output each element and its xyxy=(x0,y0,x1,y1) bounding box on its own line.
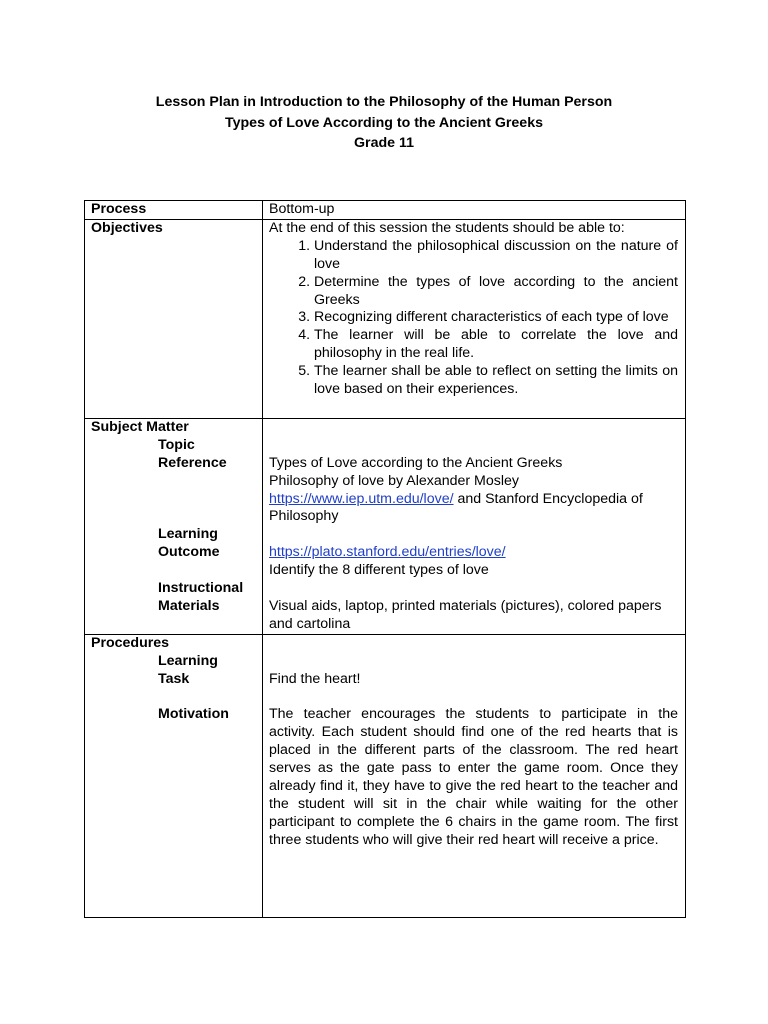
process-value: Bottom-up xyxy=(263,201,686,220)
topic-label: Topic xyxy=(158,436,195,453)
materials-label: Materials xyxy=(158,597,220,614)
objectives-label: Objectives xyxy=(85,219,263,418)
subject-matter-labels xyxy=(85,418,263,634)
row-procedures xyxy=(85,634,686,917)
title-line-2: Types of Love According to the Ancient Greeks xyxy=(225,114,543,131)
objectives-intro: At the end of this session the students should be able to: xyxy=(269,219,625,236)
stanford-link[interactable]: https://plato.stanford.edu/entries/love/ xyxy=(269,544,506,561)
reference-line-3: Philosophy xyxy=(269,508,339,525)
task-label: Task xyxy=(158,670,190,687)
motivation-label: Motivation xyxy=(158,706,229,723)
reference-line-1: Philosophy of love by Alexander Mosley xyxy=(269,472,519,489)
reference-line-2 xyxy=(269,491,678,509)
motivation-value: The teacher encourages the students to participate in the activity. Each student should find one of the red hearts that is placed in the different parts of the classroom. The red heart serves as the gate pass to enter the game room. Once they already find it, they have to give the red heart to the teacher and the student will sit in the chair while waiting for the other participant to complete the 6 chairs in the game room. The first three students who will give their red heart will receive a price. xyxy=(269,706,678,848)
iep-link[interactable]: https://www.iep.utm.edu/love/ xyxy=(269,490,454,507)
row-objectives xyxy=(85,219,686,418)
title-line-1: Lesson Plan in Introduction to the Philosophy of the Human Person xyxy=(155,94,613,110)
objectives-list xyxy=(269,238,678,399)
reference-label: Reference xyxy=(158,454,227,471)
reference-line-4 xyxy=(269,544,678,562)
learning-label: Learning xyxy=(158,526,218,543)
row-process xyxy=(85,201,686,220)
procedures-label: Procedures xyxy=(91,634,170,651)
subject-matter-values xyxy=(263,418,686,634)
procedures-labels xyxy=(85,634,263,917)
objective-item-2: 2. Determine the types of love according to the ancient Greeks xyxy=(314,274,678,310)
row-subject-matter xyxy=(85,418,686,634)
lesson-plan-table xyxy=(84,200,686,918)
procedures-learning-label: Learning xyxy=(158,652,218,669)
instructional-label: Instructional xyxy=(158,580,244,596)
subject-matter-label: Subject Matter xyxy=(91,418,189,435)
objective-item-3: 3. Recognizing different characteristics of each type of love xyxy=(314,309,678,327)
materials-value: Visual aids, laptop, printed materials (pictures), colored papers and cartolina xyxy=(269,597,662,632)
procedures-values xyxy=(263,634,686,917)
outcome-label: Outcome xyxy=(158,544,220,561)
title-line-3: Grade 11 xyxy=(354,135,414,151)
objective-item-4: 4. The learner will be able to correlate the love and philosophy in the real life. xyxy=(314,327,678,363)
topic-value: Types of Love according to the Ancient Greeks xyxy=(269,454,563,471)
reference-after-link: and Stanford Encyclopedia of xyxy=(453,490,643,507)
objectives-cell xyxy=(263,219,686,418)
document-title xyxy=(0,92,768,154)
process-label: Process xyxy=(85,201,263,220)
outcome-value: Identify the 8 different types of love xyxy=(269,562,489,579)
objective-item-5: 5. The learner shall be able to reflect on setting the limits on love based on their experiences. xyxy=(314,363,678,399)
task-value: Find the heart! xyxy=(269,670,361,687)
objective-item-1: 1. Understand the philosophical discussion on the nature of love xyxy=(314,238,678,274)
